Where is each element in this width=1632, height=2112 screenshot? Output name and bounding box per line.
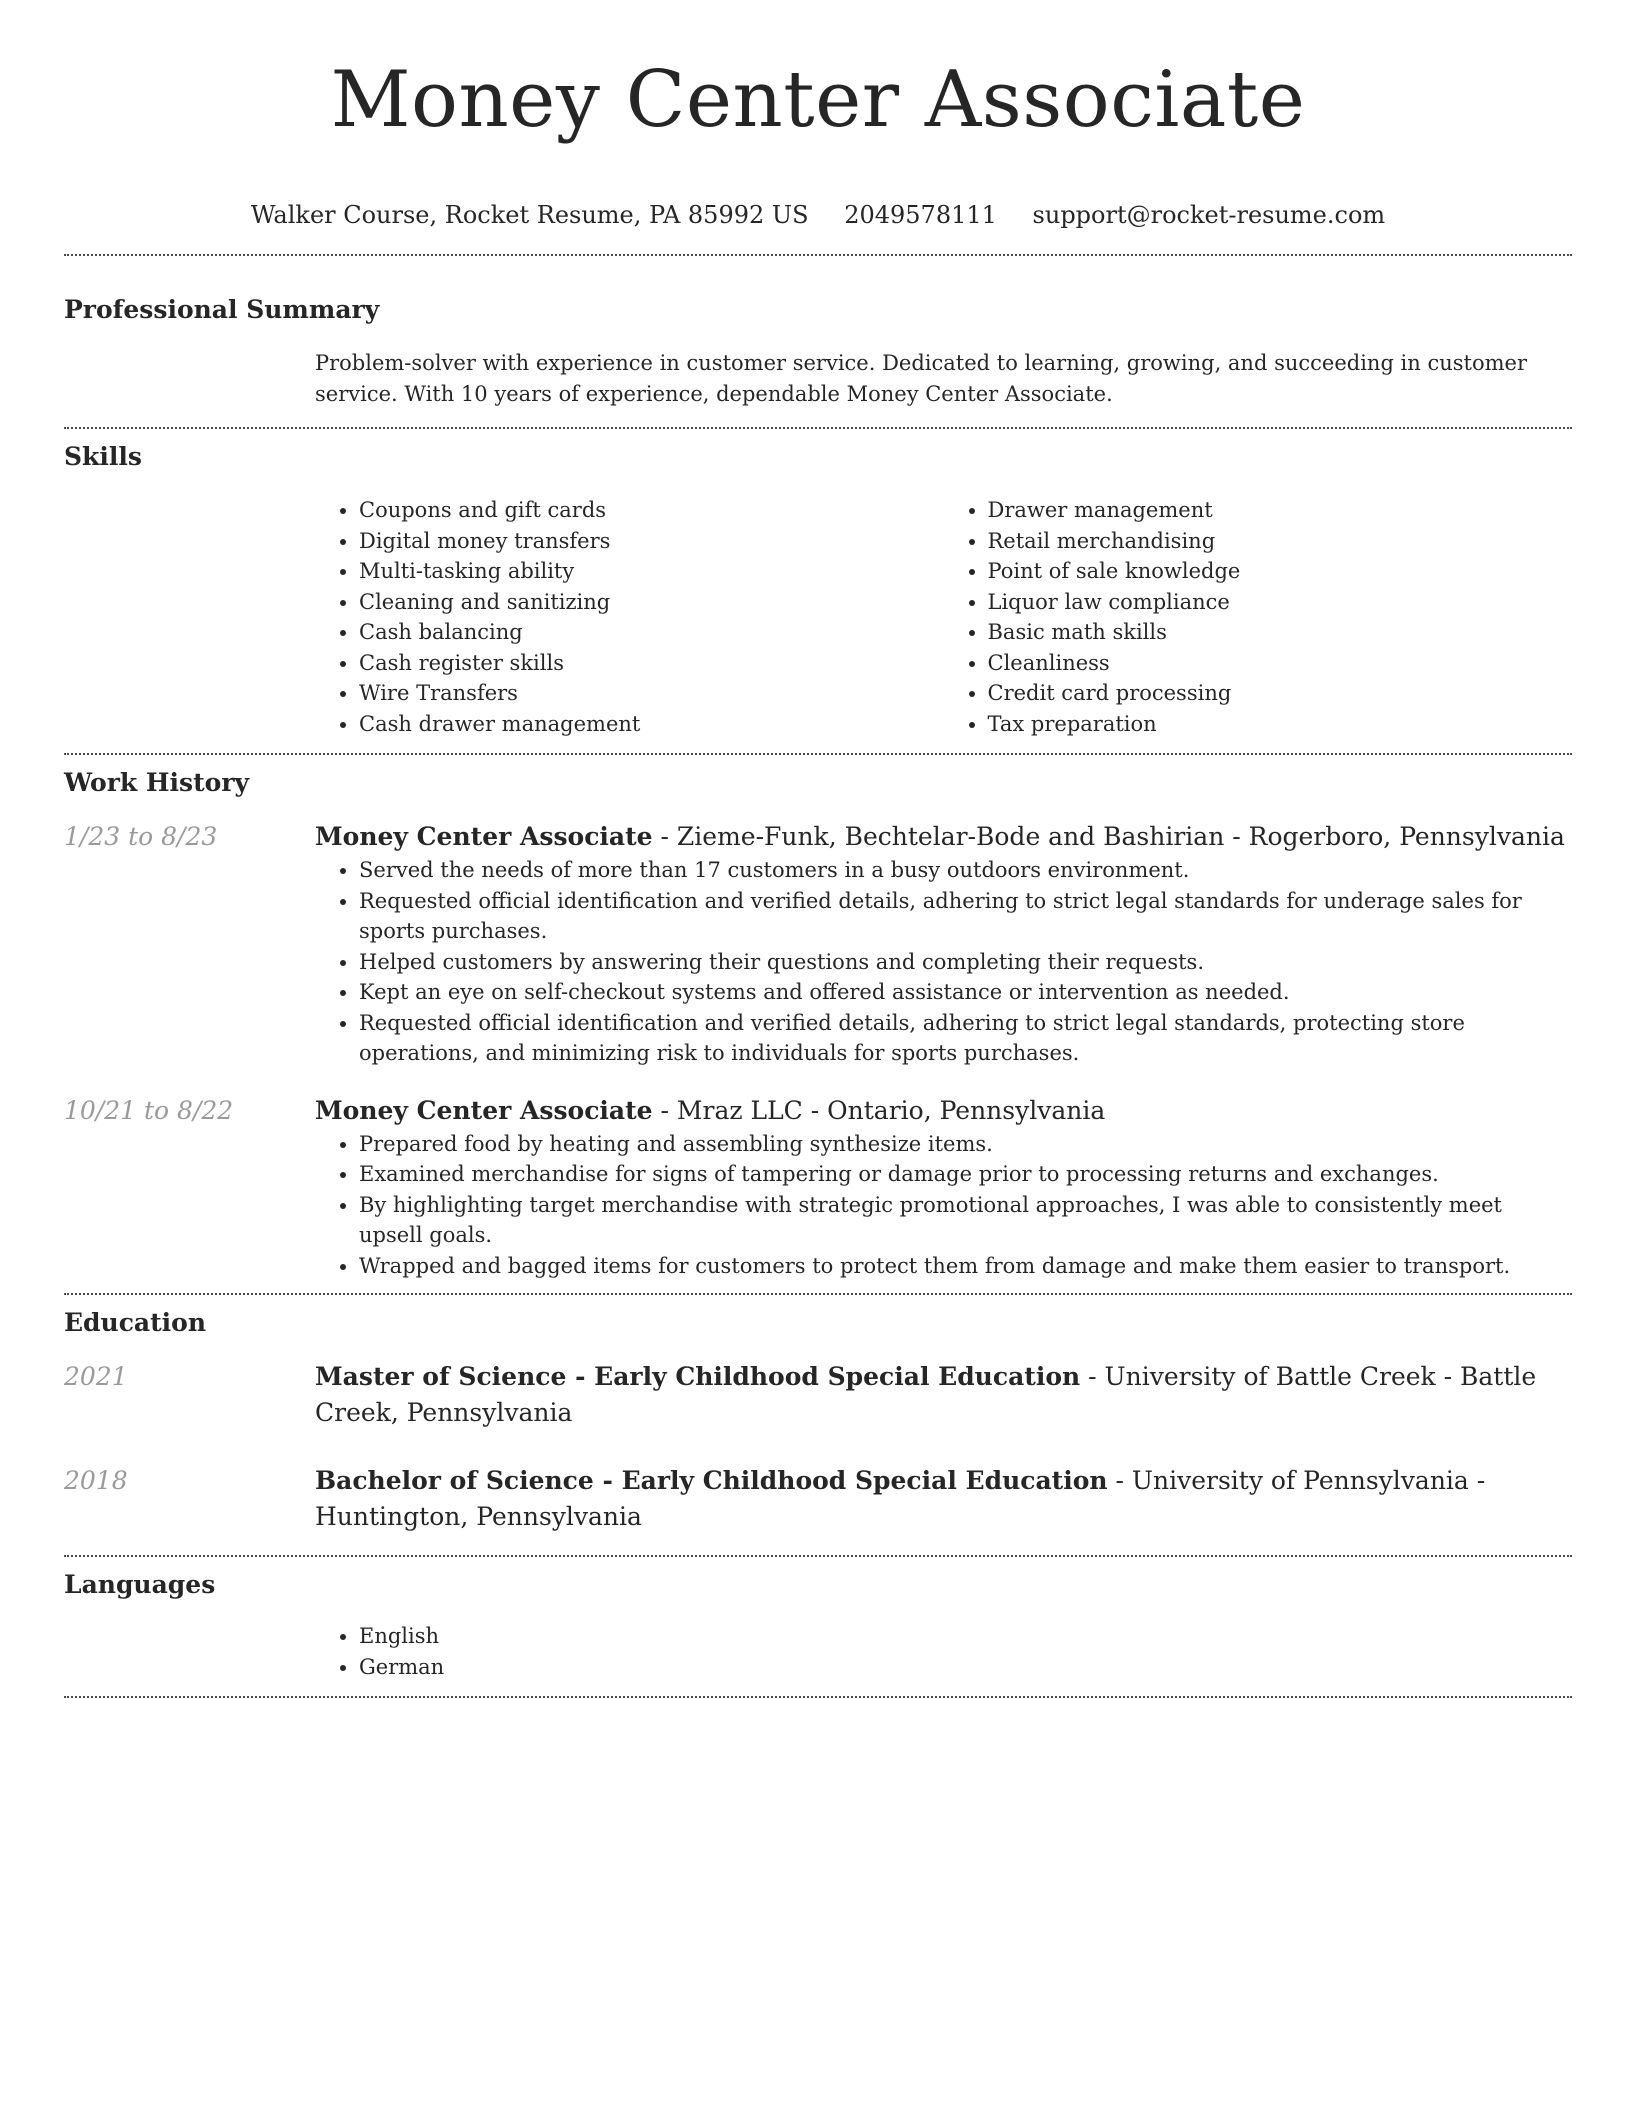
skill-item: • Digital money transfers [359, 526, 944, 557]
education-school-location: - University of Battle Creek - Battle Creek, Pennsylvania [315, 1362, 1537, 1427]
skill-item: • Cash balancing [359, 617, 944, 648]
skills-section [64, 429, 1572, 739]
work-section [64, 755, 1572, 1281]
contact-phone: 2049578111 [844, 201, 997, 229]
education-heading [315, 1463, 1572, 1535]
summary-section [64, 256, 1572, 409]
resume-page [64, 0, 1572, 1698]
work-entry [64, 1093, 1572, 1282]
skills-list-left [315, 495, 944, 739]
candidate-name: Money Center Associate [330, 55, 1306, 145]
education-degree: Bachelor of Science - Early Childhood Special Education [315, 1466, 1108, 1495]
skill-item: • Drawer management [988, 495, 1573, 526]
skill-item: • Multi-tasking ability [359, 556, 944, 587]
languages-list [315, 1621, 1572, 1682]
education-entry [64, 1359, 1572, 1431]
skills-title: Skills [64, 442, 142, 471]
work-dates: 1/23 to 8/23 [64, 822, 218, 851]
skill-item: • Credit card processing [988, 678, 1573, 709]
skills-columns [315, 495, 1572, 739]
work-dates: 10/21 to 8/22 [64, 1095, 234, 1125]
education-entry-body [315, 1359, 1572, 1431]
languages-title: Languages [64, 1570, 216, 1599]
education-heading [315, 1359, 1572, 1431]
education-entry-body [315, 1463, 1572, 1535]
section-divider [64, 1696, 1572, 1698]
skill-item: • Tax preparation [988, 709, 1573, 740]
work-bullet: • Requested official identification and verified details, adhering to strict legal standards, protecting store operations, and minimizing risk to individuals for sports purchases. [359, 1008, 1572, 1069]
education-year: 2018 [64, 1466, 128, 1495]
education-degree: Master of Science - Early Childhood Special Education [315, 1362, 1081, 1391]
work-bullet: • Prepared food by heating and assembling synthesize items. [359, 1129, 1572, 1160]
education-year: 2021 [64, 1362, 128, 1391]
education-entry [64, 1463, 1572, 1535]
work-bullet: • By highlighting target merchandise with strategic promotional approaches, I was able to consistently meet upsell goals. [359, 1190, 1572, 1251]
languages-content [315, 1621, 1572, 1682]
skill-item: • Cash drawer management [359, 709, 944, 740]
skill-item: • Liquor law compliance [988, 587, 1573, 618]
work-employer-location: - Mraz LLC - Ontario, Pennsylvania [652, 1095, 1106, 1125]
work-bullet: • Wrapped and bagged items for customers to protect them from damage and make them easier to transport. [359, 1251, 1572, 1282]
contact-address: Walker Course, Rocket Resume, PA 85992 US [250, 201, 809, 229]
work-entry [64, 819, 1572, 1069]
work-employer-location: - Zieme-Funk, Bechtelar-Bode and Bashirian - Rogerboro, Pennsylvania [652, 822, 1565, 851]
work-role: Money Center Associate [315, 1095, 653, 1125]
work-entry-body [315, 1093, 1572, 1282]
summary-title: Professional Summary [64, 295, 380, 324]
work-entry-body [315, 819, 1572, 1069]
education-school-location: - University of Pennsylvania - Huntington, Pennsylvania [315, 1466, 1486, 1531]
work-title: Work History [64, 768, 250, 797]
summary-text: Problem-solver with experience in customer service. Dedicated to learning, growing, and succeeding in customer service. With 10 years of experience, dependable Money Center Associate. [315, 351, 1528, 406]
skill-item: • Retail merchandising [988, 526, 1573, 557]
skill-item: • Basic math skills [988, 617, 1573, 648]
resume-header [64, 0, 1572, 230]
summary-content [315, 348, 1572, 409]
work-bullet: • Examined merchandise for signs of tampering or damage prior to processing returns and exchanges. [359, 1159, 1572, 1190]
work-heading [315, 819, 1572, 855]
work-bullet: • Served the needs of more than 17 customers in a busy outdoors environment. [359, 855, 1572, 886]
language-item: • German [359, 1652, 1572, 1683]
education-section [64, 1295, 1572, 1535]
skill-item: • Cash register skills [359, 648, 944, 679]
skill-item: • Point of sale knowledge [988, 556, 1573, 587]
contact-line [64, 200, 1572, 230]
skill-item: • Cleaning and sanitizing [359, 587, 944, 618]
language-item: • English [359, 1621, 1572, 1652]
skill-item: • Coupons and gift cards [359, 495, 944, 526]
skill-item: • Wire Transfers [359, 678, 944, 709]
skill-item: • Cleanliness [988, 648, 1573, 679]
work-bullet: • Helped customers by answering their questions and completing their requests. [359, 947, 1572, 978]
skills-list-right [944, 495, 1573, 739]
education-title: Education [64, 1308, 207, 1337]
work-bullets [315, 1129, 1572, 1282]
work-role: Money Center Associate [315, 822, 653, 851]
work-bullets [315, 855, 1572, 1069]
languages-section [64, 1557, 1572, 1682]
work-heading [315, 1093, 1572, 1129]
work-bullet: • Kept an eye on self-checkout systems and offered assistance or intervention as needed. [359, 977, 1572, 1008]
contact-email: support@rocket-resume.com [1032, 201, 1386, 229]
work-bullet: • Requested official identification and verified details, adhering to strict legal standards for underage sales for sports purchases. [359, 886, 1572, 947]
